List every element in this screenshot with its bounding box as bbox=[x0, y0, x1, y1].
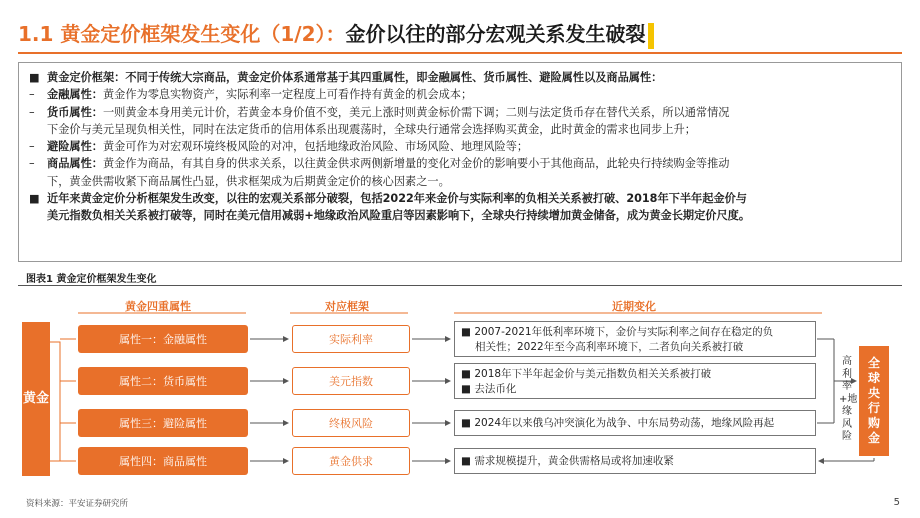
side-driver-text: 高利率+地缘风险 bbox=[839, 356, 858, 442]
sub-bullet-line: – 货币属性：一则黄金本身用美元计价，若黄金本身价值不变，美元上涨时则黄金标价需下调；二则与法定货币存在替代关系，所以通常情况 bbox=[29, 105, 730, 119]
framework-dollar-index: 美元指数 bbox=[292, 367, 410, 395]
title-sub: 金价以往的部分宏观关系发生破裂 bbox=[345, 22, 646, 46]
change-real-rate: ■ 2007-2021年低利率环境下，金价与实际利率之间存在稳定的负 相关性；2022年至今高利率环境下，二者负向关系被打破 bbox=[454, 321, 816, 357]
attribute-commodity: 属性四：商品属性 bbox=[78, 447, 248, 475]
col-header-framework: 对应框架 bbox=[325, 300, 369, 313]
central-bank-purchase: 全球央行购金 bbox=[859, 346, 889, 456]
title-main: 1.1 黄金定价框架发生变化（1/2）： bbox=[18, 22, 346, 46]
sub-bullet-line: – 商品属性：黄金作为商品，有其自身的供求关系，以往黄金供求两侧新增量的变化对金价的影响要小于其他商品，此轮央行持续购金等推动 bbox=[29, 157, 730, 171]
continuation-line: 美元指数负相关关系被打破等，同时在美元信用减弱+地缘政治风险重启等因素影响下，全球央行持续增加黄金储备，成为黄金长期定价尺度。 bbox=[47, 209, 751, 223]
attribute-safe-haven: 属性三：避险属性 bbox=[78, 409, 248, 437]
continuation-line: 下金价与美元呈现负相关性，同时在法定货币的信用体系出现震荡时，全球央行通常会选择购买黄金，此时黄金的需求也同步上升； bbox=[47, 122, 696, 136]
bullet-line: ■ 黄金定价框架：不同于传统大宗商品，黄金定价体系通常基于其四重属性，即金融属性、货币属性、避险属性以及商品属性： bbox=[29, 71, 663, 84]
attribute-financial: 属性一：金融属性 bbox=[78, 325, 248, 353]
col-header-attributes: 黄金四重属性 bbox=[125, 300, 191, 313]
continuation-line: 下，黄金供需收紧下商品属性凸显，供求框架成为后期黄金定价的核心因素之一。 bbox=[47, 174, 450, 188]
gold-label: 黄金 bbox=[22, 322, 50, 476]
change-supply-demand: ■ 需求规模提升，黄金供需格局或将加速收紧 bbox=[454, 448, 816, 474]
page-number: 5 bbox=[893, 497, 900, 508]
change-dollar: ■ 2018年下半年起金价与美元指数负相关关系被打破 ■ 去法币化 bbox=[454, 363, 816, 399]
bullet-line: ■ 近年来黄金定价分析框架发生改变，以往的宏观关系部分破裂，包括2022年来金价与实际利率的负相关关系被打破、2018年下半年起金价与 bbox=[29, 192, 747, 206]
attribute-monetary: 属性二：货币属性 bbox=[78, 367, 248, 395]
sub-bullet-line: – 避险属性：黄金可作为对宏观环境终极风险的对冲，包括地缘政治风险、市场风险、地理风险等； bbox=[29, 140, 529, 154]
change-geopolitics: ■ 2024年以来俄乌冲突演化为战争、中东局势动荡，地缘风险再起 bbox=[454, 410, 816, 436]
source-note: 资料来源：平安证券研究所 bbox=[26, 499, 129, 509]
framework-supply-demand: 黄金供求 bbox=[292, 447, 410, 475]
figure-label: 图表1 黄金定价框架发生变化 bbox=[26, 274, 157, 285]
framework-ultimate-risk: 终极风险 bbox=[292, 409, 410, 437]
col-header-changes: 近期变化 bbox=[612, 300, 656, 313]
sub-bullet-line: – 金融属性：黄金作为零息实物资产，实际利率一定程度上可看作持有黄金的机会成本； bbox=[29, 88, 473, 102]
framework-real-rate: 实际利率 bbox=[292, 325, 410, 353]
